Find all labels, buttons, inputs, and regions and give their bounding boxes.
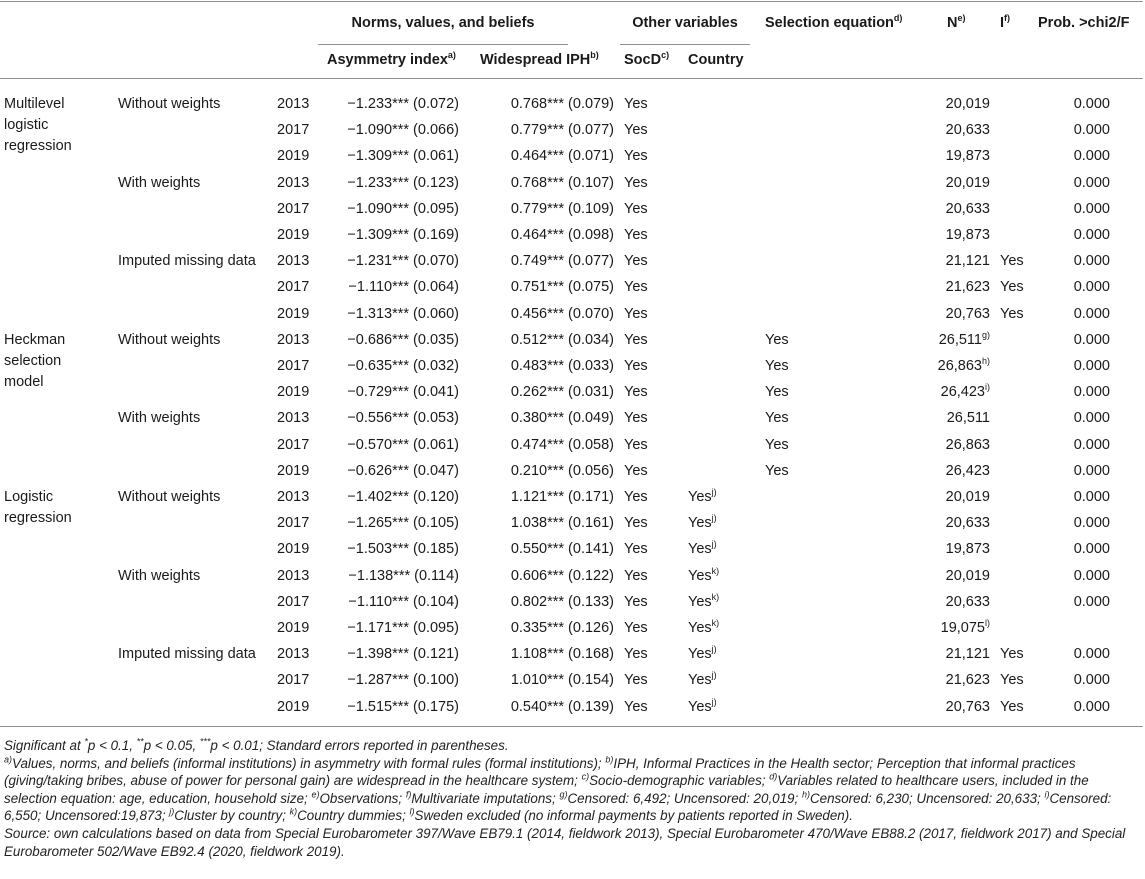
iph-cell: 0.210*** (0.056) — [510, 462, 614, 479]
socd-cell: Yes — [624, 358, 648, 374]
socd-cell: Yes — [624, 698, 648, 715]
socd-cell: Yes — [624, 174, 648, 191]
asymmetry-cell: −1.233*** (0.072) — [347, 96, 459, 112]
iph-cell: 0.512*** (0.034) — [510, 331, 614, 348]
iph-cell: 0.802*** (0.133) — [510, 593, 614, 610]
prob-cell: 0.000 — [1073, 148, 1110, 165]
other-group-underline — [620, 44, 750, 45]
norms-group-underline — [318, 44, 568, 45]
norms-group-header: Norms, values, and beliefs — [351, 15, 535, 31]
n-cell: 20,763 — [945, 698, 990, 715]
iph-cell: 0.606*** (0.122) — [510, 567, 614, 584]
socd-cell: Yes — [624, 305, 648, 322]
selection-cell: Yes — [765, 462, 789, 479]
year-cell: 2017 — [277, 200, 310, 217]
iph-cell: 0.768*** (0.107) — [510, 174, 614, 191]
prob-cell: 0.000 — [1073, 384, 1110, 401]
n-cell: 20,019 — [945, 489, 990, 505]
n-cell: 20,633 — [945, 122, 990, 139]
year-cell: 2019 — [277, 227, 310, 243]
prob-cell: 0.000 — [1073, 331, 1110, 348]
socd-cell: Yes — [624, 96, 648, 112]
model-label-line: logistic — [4, 117, 49, 133]
n-cell: 26,863 — [945, 436, 990, 453]
asymmetry-cell: −1.090*** (0.066) — [347, 122, 459, 139]
n-cell: 21,121 — [945, 253, 990, 270]
socd-cell: Yes — [624, 331, 648, 348]
group-label: With weights — [118, 174, 201, 191]
socd-cell: Yes — [624, 200, 648, 217]
iph-cell: 1.038*** (0.161) — [510, 515, 614, 532]
table-footnotes — [4, 737, 1142, 860]
year-cell: 2017 — [277, 515, 310, 532]
n-cell: 26,863$^{h)}$ — [937, 356, 990, 374]
n-cell: 19,075$^{l)}$ — [940, 618, 990, 636]
model-label-line: model — [4, 373, 44, 390]
year-cell: 2017 — [277, 436, 310, 453]
iph-cell: 0.768*** (0.079) — [510, 96, 614, 112]
selection-cell: Yes — [765, 358, 789, 374]
iph-cell: 1.010*** (0.154) — [510, 672, 614, 689]
asymmetry-cell: −1.309*** (0.169) — [347, 227, 459, 243]
selection-cell: Yes — [765, 436, 789, 453]
year-cell: 2013 — [277, 253, 310, 270]
prob-cell: 0.000 — [1073, 541, 1110, 558]
table-bottom-rule — [0, 726, 1143, 727]
country-cell: Yes$^{j)}$ — [688, 644, 717, 663]
model-label-line: Heckman — [4, 331, 66, 348]
iph-cell: 0.380*** (0.049) — [510, 410, 614, 427]
socd-cell: Yes — [624, 148, 648, 165]
significance-note: Significant at *p < 0.1, **p < 0.05, ***p < 0.01; Standard errors reported in parentheses. — [4, 736, 509, 753]
n-cell: 20,019 — [945, 96, 990, 112]
imputation-cell: Yes — [1000, 698, 1024, 715]
iph-cell: 0.540*** (0.139) — [510, 698, 614, 715]
socd-cell: Yes — [624, 672, 648, 689]
group-label: Without weights — [118, 96, 221, 112]
prob-cell: 0.000 — [1073, 227, 1110, 243]
prob-cell: 0.000 — [1073, 567, 1110, 584]
imputation-cell: Yes — [1000, 253, 1024, 270]
iph-cell: 0.335*** (0.126) — [510, 620, 614, 636]
prob-cell: 0.000 — [1073, 96, 1110, 112]
group-label: Imputed missing data — [118, 646, 256, 663]
socd-header: SocD$^{c)}$ — [624, 50, 670, 68]
asymmetry-cell: −1.398*** (0.121) — [347, 646, 459, 663]
socd-cell: Yes — [624, 384, 648, 401]
group-label: Without weights — [118, 331, 221, 348]
selection-cell: Yes — [765, 384, 789, 401]
country-cell: Yes$^{j)}$ — [688, 539, 717, 558]
other-variables-group-header: Other variables — [632, 15, 738, 31]
prob-cell: 0.000 — [1073, 646, 1110, 663]
socd-cell: Yes — [624, 462, 648, 479]
country-cell: Yes$^{k)}$ — [688, 591, 720, 610]
year-cell: 2013 — [277, 489, 310, 505]
asymmetry-cell: −0.570*** (0.061) — [347, 436, 459, 453]
country-cell: Yes$^{k)}$ — [688, 618, 720, 636]
prob-cell: 0.000 — [1073, 410, 1110, 427]
iph-cell: 0.262*** (0.031) — [510, 384, 614, 401]
year-cell: 2019 — [277, 462, 310, 479]
model-label-line: regression — [4, 138, 72, 154]
model-label-line: Logistic — [4, 489, 54, 505]
iph-cell: 0.779*** (0.077) — [510, 122, 614, 139]
n-cell: 20,763 — [945, 305, 990, 322]
prob-cell: 0.000 — [1073, 200, 1110, 217]
prob-cell: 0.000 — [1073, 462, 1110, 479]
year-cell: 2017 — [277, 122, 310, 139]
country-cell: Yes$^{j)}$ — [688, 513, 717, 532]
iph-cell: 0.749*** (0.077) — [510, 253, 614, 270]
prob-cell: 0.000 — [1073, 698, 1110, 715]
i-header: $I^{f)}$ — [1000, 13, 1011, 31]
table-header-rule — [0, 78, 1143, 79]
selection-cell: Yes — [765, 331, 789, 348]
prob-cell: 0.000 — [1073, 305, 1110, 322]
socd-cell: Yes — [624, 410, 648, 427]
n-cell: 21,121 — [945, 646, 990, 663]
country-cell: Yes$^{k)}$ — [688, 565, 720, 584]
year-cell: 2013 — [277, 331, 310, 348]
year-cell: 2013 — [277, 646, 310, 663]
socd-cell: Yes — [624, 436, 648, 453]
year-cell: 2019 — [277, 305, 310, 322]
year-cell: 2013 — [277, 410, 310, 427]
socd-cell: Yes — [624, 227, 648, 243]
n-cell: 19,873 — [945, 148, 990, 165]
group-label: With weights — [118, 410, 201, 427]
country-cell: Yes$^{j)}$ — [688, 696, 717, 715]
model-label-line: Multilevel — [4, 96, 65, 112]
model-label-line: selection — [4, 352, 62, 369]
year-cell: 2019 — [277, 384, 310, 401]
year-cell: 2019 — [277, 620, 310, 636]
prob-cell: 0.000 — [1073, 436, 1110, 453]
n-cell: 20,633 — [945, 593, 990, 610]
asymmetry-cell: −1.231*** (0.070) — [347, 253, 459, 270]
asymmetry-cell: −0.686*** (0.035) — [347, 331, 459, 348]
asymmetry-cell: −1.313*** (0.060) — [347, 305, 459, 322]
group-label: Imputed missing data — [118, 253, 256, 270]
iph-cell: 0.474*** (0.058) — [510, 436, 614, 453]
n-cell: 26,423$^{i)}$ — [940, 382, 990, 401]
asymmetry-cell: −0.729*** (0.041) — [347, 384, 459, 401]
socd-cell: Yes — [624, 122, 648, 139]
year-cell: 2019 — [277, 148, 310, 165]
year-cell: 2013 — [277, 567, 310, 584]
n-cell: 20,633 — [945, 200, 990, 217]
iph-cell: 0.550*** (0.141) — [510, 541, 614, 558]
prob-cell: 0.000 — [1073, 174, 1110, 191]
year-cell: 2017 — [277, 279, 310, 296]
n-cell: 19,873 — [945, 227, 990, 243]
iph-cell: 0.751*** (0.075) — [510, 279, 614, 296]
year-cell: 2013 — [277, 174, 310, 191]
n-cell: 26,511 — [946, 410, 990, 427]
n-header: $N^{e)}$ — [947, 13, 966, 31]
socd-cell: Yes — [624, 567, 648, 584]
imputation-cell: Yes — [1000, 672, 1024, 689]
iph-cell: 0.483*** (0.033) — [510, 358, 614, 374]
socd-cell: Yes — [624, 279, 648, 296]
socd-cell: Yes — [624, 489, 648, 505]
year-cell: 2017 — [277, 672, 310, 689]
prob-cell: 0.000 — [1073, 279, 1110, 296]
prob-cell: 0.000 — [1073, 672, 1110, 689]
prob-cell: 0.000 — [1073, 593, 1110, 610]
asymmetry-cell: −1.138*** (0.114) — [348, 567, 459, 584]
prob-cell: 0.000 — [1073, 122, 1110, 139]
asymmetry-cell: −1.309*** (0.061) — [347, 148, 459, 165]
imputation-cell: Yes — [1000, 305, 1024, 322]
n-cell: 20,019 — [945, 174, 990, 191]
asymmetry-cell: −1.287*** (0.100) — [347, 672, 459, 689]
prob-cell: 0.000 — [1073, 489, 1110, 505]
year-cell: 2017 — [277, 358, 310, 374]
selection-equation-header: Selection equation$^{d)}$ — [765, 13, 903, 31]
selection-cell: Yes — [765, 410, 789, 427]
country-cell: Yes$^{j)}$ — [688, 670, 717, 689]
n-cell: 21,623 — [945, 672, 990, 689]
asymmetry-cell: −1.402*** (0.120) — [347, 489, 459, 505]
model-label-line: regression — [4, 510, 72, 526]
prob-cell: 0.000 — [1073, 253, 1110, 270]
imputation-cell: Yes — [1000, 279, 1024, 296]
n-cell: 20,633 — [945, 515, 990, 532]
socd-cell: Yes — [624, 620, 648, 636]
n-cell: 26,423 — [945, 462, 990, 479]
prob-cell: 0.000 — [1073, 358, 1110, 374]
asymmetry-cell: −1.090*** (0.095) — [347, 200, 459, 217]
asymmetry-cell: −1.503*** (0.185) — [347, 541, 459, 558]
n-cell: 19,873 — [945, 541, 990, 558]
source-note: Source: own calculations based on data from Special Eurobarometer 397/Wave EB79.1 (2014, fieldwork 2013), Special Eurobarometer 470/Wave EB88.2 (2017, fieldwork 2017) and Special Eurobarometer 502/Wave EB92.4 (2020, fieldwork 2019). — [4, 825, 1126, 859]
imputation-cell: Yes — [1000, 646, 1024, 663]
asymmetry-index-header: Asymmetry index$^{a)}$ — [327, 50, 456, 68]
asymmetry-cell: −1.265*** (0.105) — [347, 515, 459, 532]
asymmetry-cell: −0.556*** (0.053) — [347, 410, 459, 427]
n-cell: 26,511$^{g)}$ — [938, 329, 990, 348]
socd-cell: Yes — [624, 253, 648, 270]
asymmetry-cell: −1.233*** (0.123) — [347, 174, 459, 191]
socd-cell: Yes — [624, 646, 648, 663]
socd-cell: Yes — [624, 593, 648, 610]
iph-cell: 0.464*** (0.098) — [510, 227, 614, 243]
socd-cell: Yes — [624, 541, 648, 558]
asymmetry-cell: −1.171*** (0.095) — [347, 620, 459, 636]
definitions-note: $^{a)}$Values, norms, and beliefs (informal institutions) in asymmetry with formal rules (formal institutions); $^{b)}$IPH, Informal Practices in the Health sector; Perception that informal practices (giving/taking bribes, abuse of power for personal gain) are widespread in the healthcare system; $^{c)}$Socio-demographic variables; $^{d)}$Variables related to healthcare users, included in the selection equation: age, education, household size; $^{e)}$Observations; $^{f)}$Multivariate imputations; $^{g)}$Censored: 6,492; Uncensored: 20,019; $^{h)}$Censored: 6,230; Uncensored: 20,633; $^{i)}$Censored: 6,550; Uncensored:19,873; $^{j)}$Cluster by country; $^{k)}$Country dummies; $^{l)}$Sweden excluded (no informal payments by patients reported in Sweden). — [4, 754, 1112, 824]
asymmetry-cell: −0.626*** (0.047) — [347, 462, 459, 479]
iph-cell: 1.121*** (0.171) — [510, 489, 614, 505]
group-label: With weights — [118, 567, 201, 584]
country-cell: Yes$^{j)}$ — [688, 487, 717, 505]
prob-header: Prob. >chi2/F — [1038, 15, 1130, 31]
iph-cell: 0.779*** (0.109) — [510, 200, 614, 217]
widespread-iph-header: Widespread IPH$^{b)}$ — [480, 50, 599, 68]
asymmetry-cell: −1.110*** (0.064) — [348, 279, 459, 296]
asymmetry-cell: −0.635*** (0.032) — [347, 358, 459, 374]
n-cell: 20,019 — [945, 567, 990, 584]
iph-cell: 0.464*** (0.071) — [510, 148, 614, 165]
socd-cell: Yes — [624, 515, 648, 532]
n-cell: 21,623 — [945, 279, 990, 296]
table-top-rule — [0, 1, 1143, 2]
iph-cell: 0.456*** (0.070) — [510, 305, 614, 322]
asymmetry-cell: −1.110*** (0.104) — [348, 593, 459, 610]
year-cell: 2013 — [277, 96, 310, 112]
country-header: Country — [688, 52, 744, 68]
group-label: Without weights — [118, 489, 221, 505]
year-cell: 2017 — [277, 593, 310, 610]
year-cell: 2019 — [277, 541, 310, 558]
year-cell: 2019 — [277, 698, 310, 715]
prob-cell: 0.000 — [1073, 515, 1110, 532]
iph-cell: 1.108*** (0.168) — [510, 646, 614, 663]
asymmetry-cell: −1.515*** (0.175) — [347, 698, 459, 715]
